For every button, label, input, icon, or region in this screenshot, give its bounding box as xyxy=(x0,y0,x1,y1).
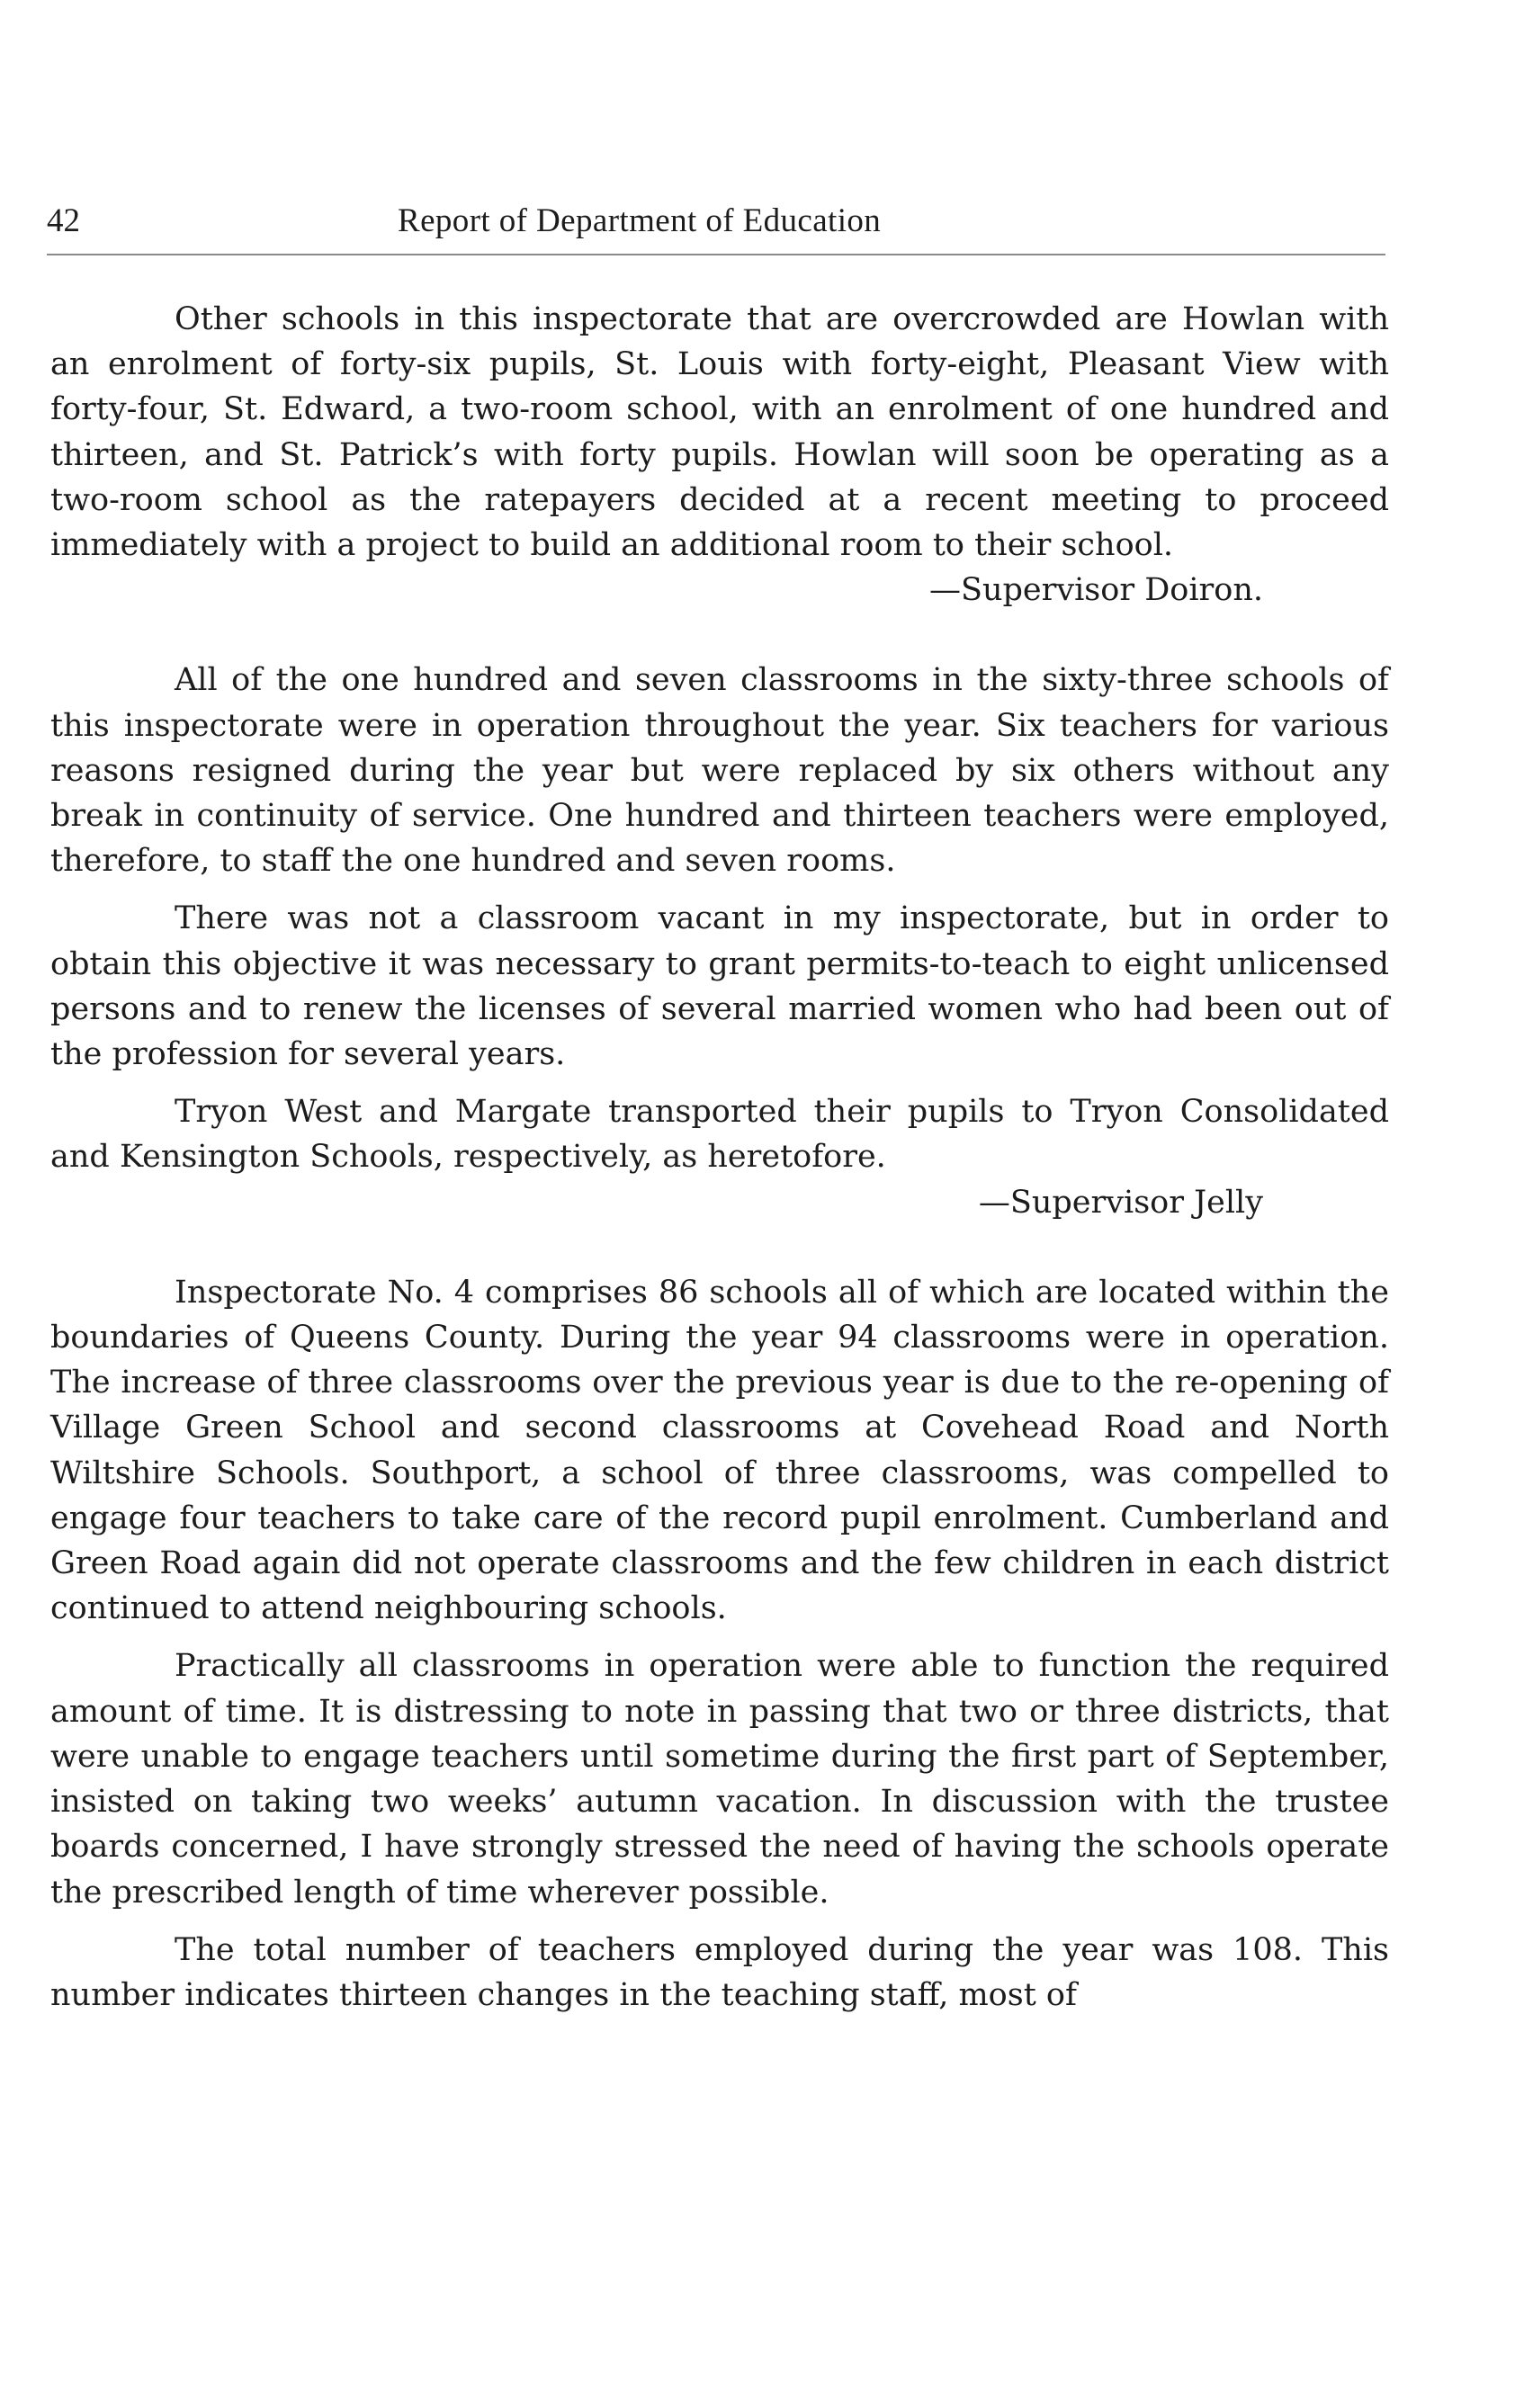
paragraph-teachers-employed: The total number of teachers employed during the year was 108. This number indicates thirteen changes in the teaching staff, most of xyxy=(50,1931,1389,2013)
paragraph-inspectorate-no-4: Inspectorate No. 4 comprises 86 schools all of which are located within the boundaries of Queens County. During the year 94 classrooms were in operation. The increase of three classrooms over the previous year is due to the re-opening of Village Green School and second classrooms at Covehead Road and North Wiltshire Schools. Southport, a school of three classrooms, was compelled to engage four teachers to take care of the record pupil enrolment. Cumberland and Green Road again did not operate classrooms and the few children in each district continued to attend neighbouring schools. xyxy=(50,1274,1389,1627)
paragraph-transported-pupils: Tryon West and Margate transported their pupils to Tryon Consolidated and Kensington Schools, respectively, as heretofore. xyxy=(50,1094,1389,1176)
paragraph-classrooms-operation: All of the one hundred and seven classrooms in the sixty-three schools of this inspectorate were in operation throughout the year. Six teachers for various reasons resigned during the year but were replaced by six others without any break in continuity of service. One hundred and thirteen teachers were employed, therefore, to staff the one hundred and seven rooms. xyxy=(50,662,1389,880)
header-divider xyxy=(47,254,1385,255)
page-number: 42 xyxy=(47,202,80,239)
signature-supervisor-doiron: —Supervisor Doiron. xyxy=(928,572,1263,609)
running-title: Report of Department of Education xyxy=(398,202,882,239)
paragraph-permits-to-teach: There was not a classroom vacant in my inspectorate, but in order to obtain this objective it was necessary to grant permits-to-teach to eight unlicensed persons and to renew the licenses of several married women who had been out of the profession for several years. xyxy=(50,900,1389,1073)
page-header xyxy=(47,196,1385,250)
paragraph-overcrowded-schools: Other schools in this inspectorate that are overcrowded are Howlan with an enrolment of forty-six pupils, St. Louis with forty-eight, Pleasant View with forty-four, St. Edward, a two-room school, with an enrolment of one hundred and thirteen, and St. Patrick’s with forty pupils. Howlan will soon be operating as a two-room school as the ratepayers decided at a recent meeting to proceed immediately with a project to build an additional room to their school. xyxy=(50,301,1389,564)
signature-supervisor-jelly: —Supervisor Jelly xyxy=(978,1184,1263,1221)
paragraph-function-time: Practically all classrooms in operation were able to function the required amount of time. It is distressing to note in passing that two or three districts, that were unable to engage teachers until sometime during the first part of September, insisted on taking two weeks’ autumn vacation. In discussion with the trustee boards concerned, I have strongly stressed the need of having the schools operate the prescribed length of time wherever possible. xyxy=(50,1648,1389,1911)
body-text xyxy=(50,297,1389,2018)
